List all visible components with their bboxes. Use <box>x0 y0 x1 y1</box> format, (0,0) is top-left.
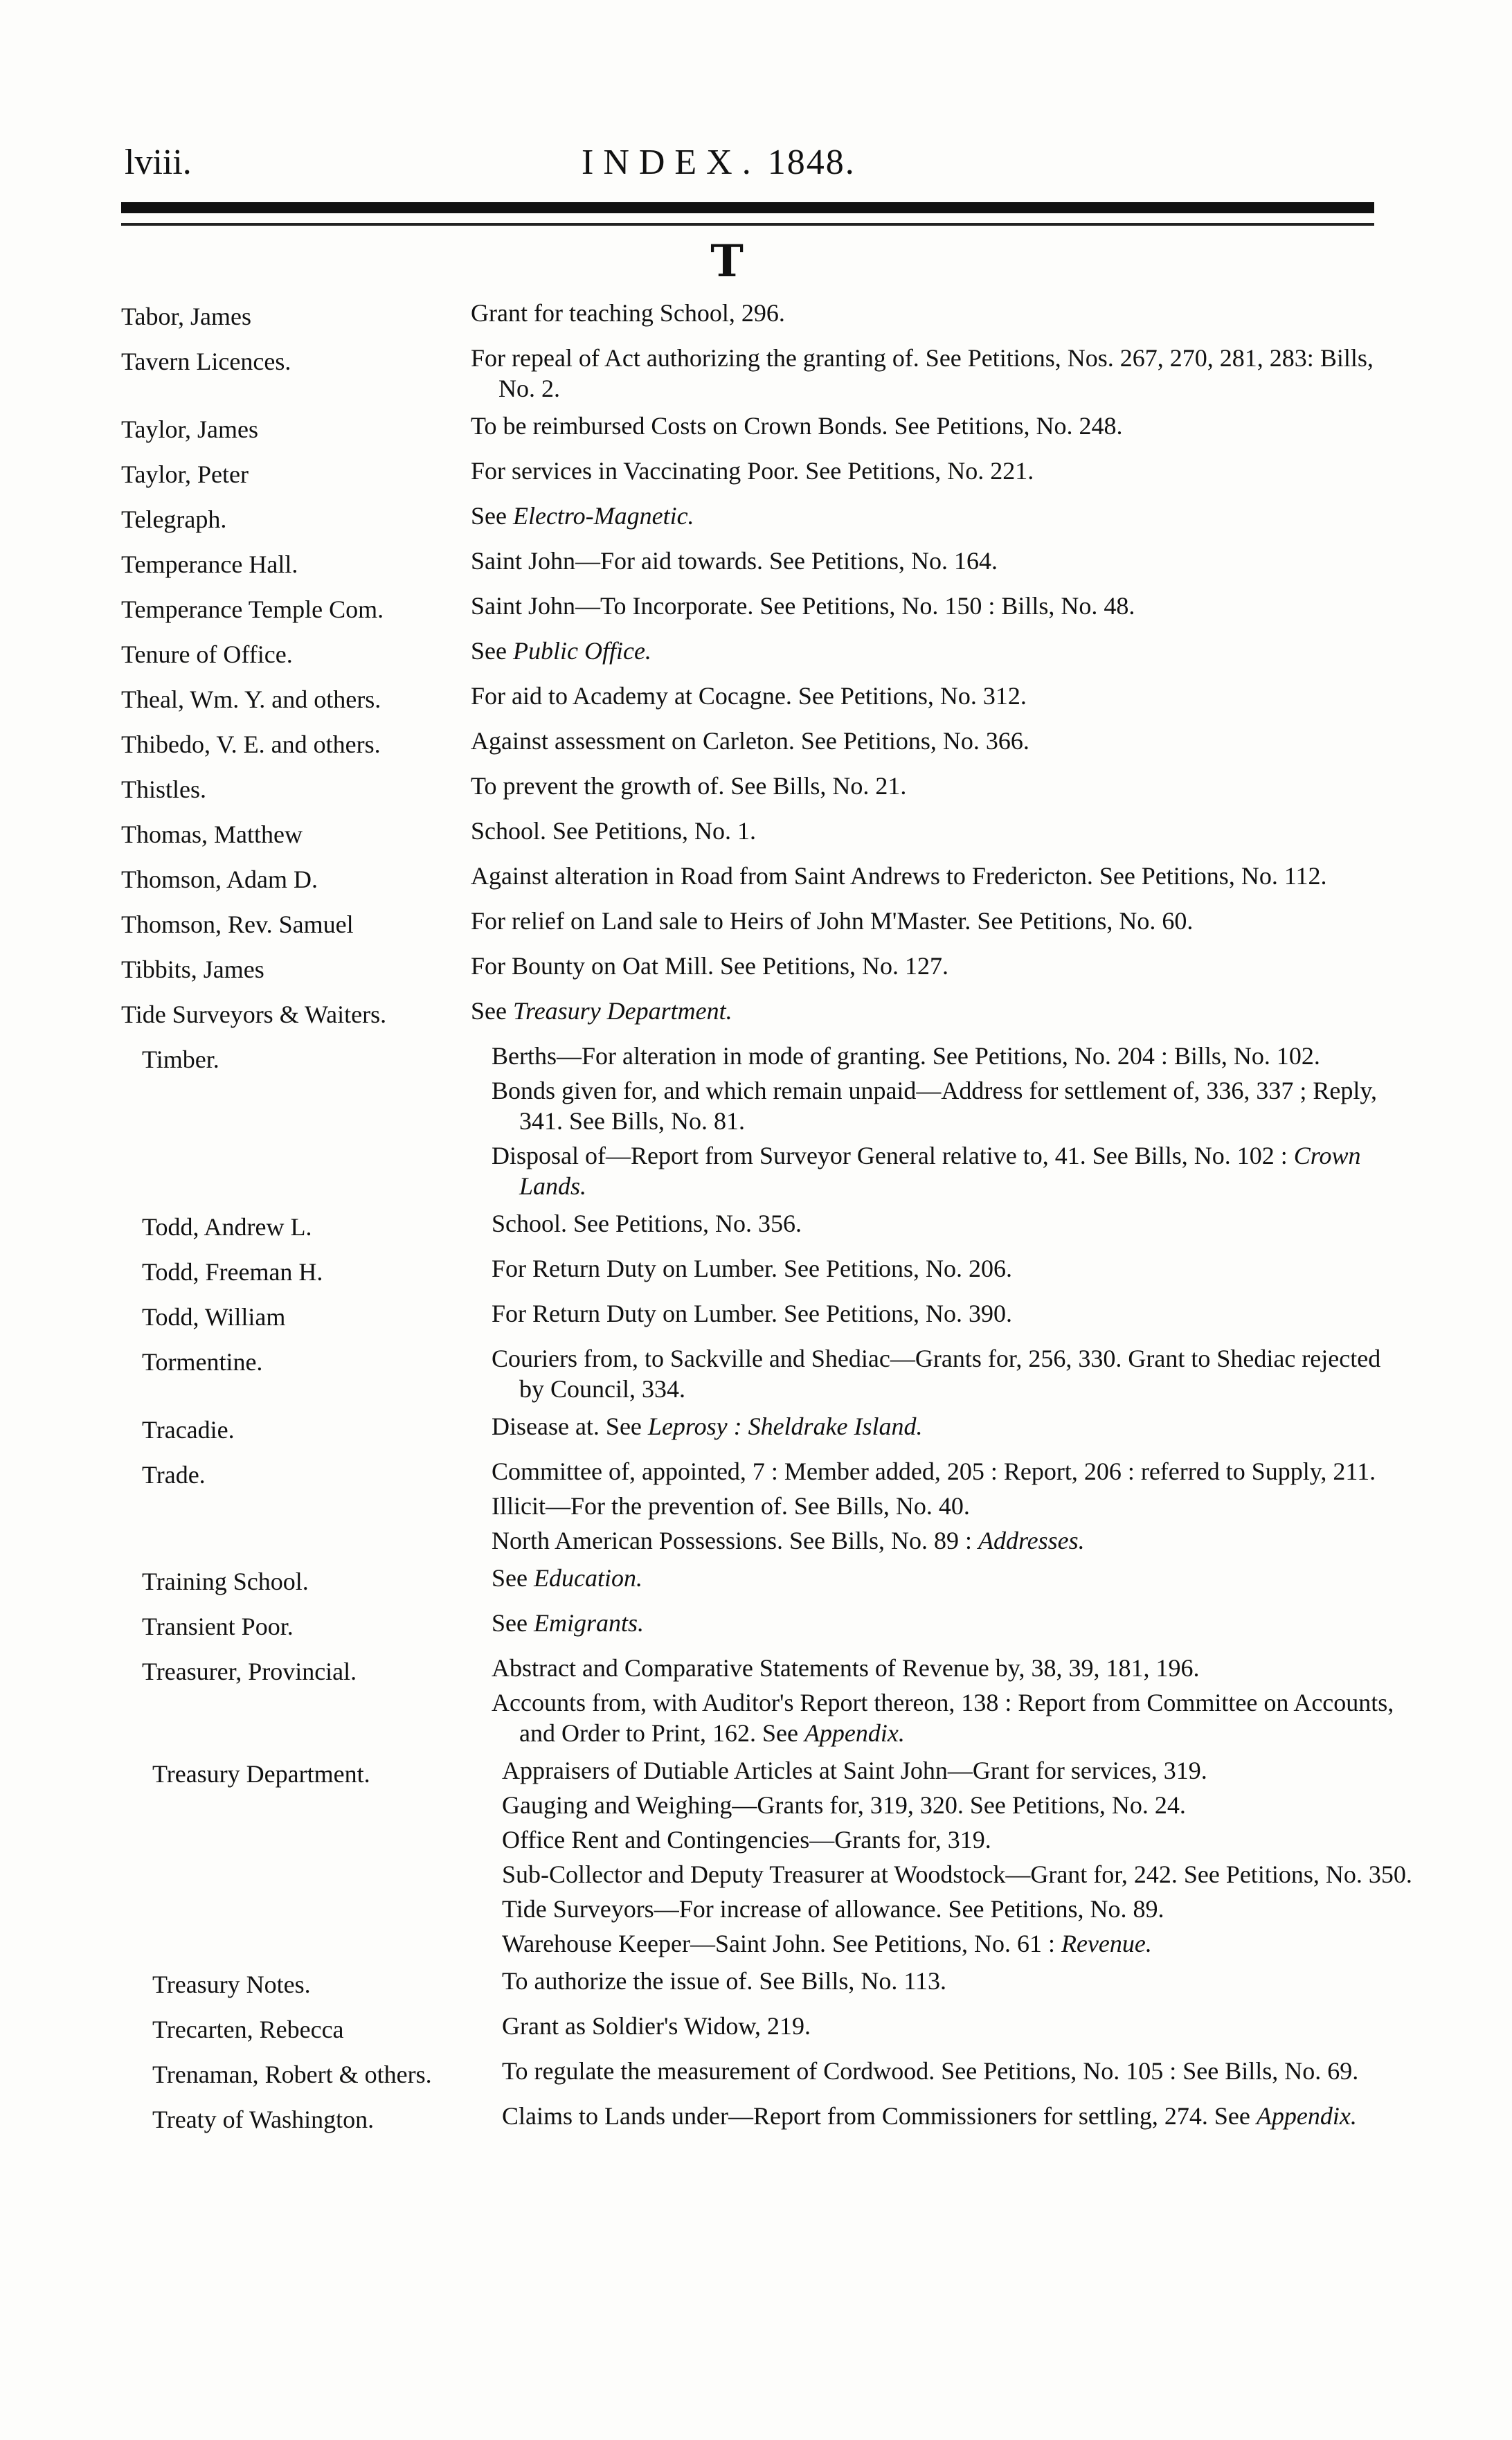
index-entry-transient-poor <box>142 1608 1402 1646</box>
index-entry-tide-surveyors-waiters <box>121 996 1381 1034</box>
index-references <box>471 996 1381 1026</box>
index-term: Timber. <box>142 1046 219 1073</box>
index-reference: North American Possessions. See Bills, No. 89 : Addresses. <box>492 1527 1085 1554</box>
index-reference: Committee of, appointed, 7 : Member added, 205 : Report, 206 : referred to Supply, 211. <box>492 1457 1376 1485</box>
index-term: Trade. <box>142 1461 206 1489</box>
index-reference: See Emigrants. <box>492 1609 644 1637</box>
index-references <box>502 1966 1412 1996</box>
index-reference: Saint John—For aid towards. See Petitions, No. 164. <box>471 547 998 575</box>
index-year: 1848. <box>767 143 856 182</box>
index-term: Thomson, Rev. Samuel <box>121 910 354 938</box>
index-term: Thomas, Matthew <box>121 820 303 848</box>
index-entry-trenaman-robert-others <box>152 2056 1412 2094</box>
index-entry-tavern-licences <box>121 343 1381 404</box>
index-references <box>471 546 1381 576</box>
index-references <box>471 816 1381 846</box>
index-term: Tavern Licences. <box>121 348 291 375</box>
index-reference: School. See Petitions, No. 356. <box>492 1210 802 1237</box>
index-reference: For Bounty on Oat Mill. See Petitions, No. 127. <box>471 952 949 980</box>
index-entry-tenure-of-office <box>121 636 1381 674</box>
index-entry-trecarten-rebecca <box>152 2011 1412 2049</box>
index-reference: For Return Duty on Lumber. See Petitions, No. 206. <box>492 1255 1012 1282</box>
index-term: Tabor, James <box>121 303 251 330</box>
index-reference: Saint John—To Incorporate. See Petitions, No. 150 : Bills, No. 48. <box>471 592 1135 620</box>
index-term: Thibedo, V. E. and others. <box>121 730 381 758</box>
index-reference: For services in Vaccinating Poor. See Petitions, No. 221. <box>471 457 1034 485</box>
index-reference: Warehouse Keeper—Saint John. See Petitions, No. 61 : Revenue. <box>502 1930 1152 1957</box>
index-term: Temperance Temple Com. <box>121 595 384 623</box>
header-rule-thick <box>121 202 1374 213</box>
index-reference: Appraisers of Dutiable Articles at Saint John—Grant for services, 319. <box>502 1757 1207 1784</box>
index-references <box>471 343 1381 404</box>
index-entry-timber <box>142 1041 1402 1201</box>
index-reference: See Public Office. <box>471 637 651 665</box>
index-entry-treasury-notes <box>152 1966 1412 2004</box>
index-references <box>492 1608 1402 1638</box>
running-title <box>582 142 856 183</box>
index-references <box>471 681 1381 711</box>
index-term: Temperance Hall. <box>121 550 298 578</box>
index-term: Training School. <box>142 1568 309 1595</box>
index-references <box>471 951 1381 981</box>
index-term: Tormentine. <box>142 1348 263 1376</box>
index-term: Tibbits, James <box>121 956 264 983</box>
index-entry-telegraph <box>121 501 1381 539</box>
index-entry-treaty-of-washington <box>152 2101 1412 2139</box>
index-reference: Claims to Lands under—Report from Commissioners for settling, 274. See Appendix. <box>502 2102 1357 2130</box>
index-references <box>471 636 1381 666</box>
index-reference: Disposal of—Report from Surveyor General relative to, 41. See Bills, No. 102 : Crown Lands. <box>492 1142 1361 1200</box>
index-entry-theal-wm-y-and-others <box>121 681 1381 719</box>
index-term: Trenaman, Robert & others. <box>152 2061 432 2088</box>
index-references <box>471 906 1381 936</box>
index-references <box>471 501 1381 531</box>
index-reference: See Education. <box>492 1564 642 1592</box>
index-reference: Sub-Collector and Deputy Treasurer at Woodstock—Grant for, 242. See Petitions, No. 350. <box>502 1860 1412 1888</box>
index-entry-treasury-department <box>152 1755 1412 1959</box>
index-reference: To authorize the issue of. See Bills, No. 113. <box>502 1967 947 1995</box>
index-term: Todd, Andrew L. <box>142 1213 312 1241</box>
index-reference: School. See Petitions, No. 1. <box>471 817 756 845</box>
index-entry-tormentine <box>142 1343 1402 1404</box>
header-rule-thin <box>121 223 1374 226</box>
index-entry-tracadie <box>142 1411 1402 1449</box>
index-references <box>471 411 1381 441</box>
index-entry-tabor-james <box>121 298 1381 336</box>
index-reference: Against assessment on Carleton. See Petitions, No. 366. <box>471 727 1029 755</box>
index-term: Tracadie. <box>142 1416 235 1444</box>
index-reference: Grant for teaching School, 296. <box>471 299 785 327</box>
index-reference: Tide Surveyors—For increase of allowance. See Petitions, No. 89. <box>502 1895 1164 1923</box>
index-references <box>502 2056 1412 2086</box>
index-reference: For aid to Academy at Cocagne. See Petitions, No. 312. <box>471 682 1027 710</box>
index-references <box>492 1343 1402 1404</box>
index-entry-training-school <box>142 1563 1402 1601</box>
index-references <box>492 1253 1402 1284</box>
index-reference: Couriers from, to Sackville and Shediac—Grants for, 256, 330. Grant to Shediac rejected by Council, 334. <box>492 1345 1381 1403</box>
index-reference: Grant as Soldier's Widow, 219. <box>502 2012 811 2040</box>
index-term: Todd, William <box>142 1303 286 1331</box>
index-references <box>492 1456 1402 1556</box>
index-term: Trecarten, Rebecca <box>152 2016 344 2043</box>
index-references <box>502 1755 1412 1959</box>
index-references <box>492 1208 1402 1239</box>
index-entry-taylor-james <box>121 411 1381 449</box>
index-reference: To regulate the measurement of Cordwood. See Petitions, No. 105 : See Bills, No. 69. <box>502 2057 1359 2085</box>
index-entry-thomas-matthew <box>121 816 1381 854</box>
index-term: Todd, Freeman H. <box>142 1258 323 1286</box>
index-entry-temperance-hall <box>121 546 1381 584</box>
index-entry-todd-freeman-h <box>142 1253 1402 1291</box>
index-references <box>471 771 1381 801</box>
index-reference: Office Rent and Contingencies—Grants for, 319. <box>502 1826 991 1854</box>
index-references <box>502 2101 1412 2131</box>
index-entry-temperance-temple-com <box>121 591 1381 629</box>
index-entry-treasurer-provincial <box>142 1653 1402 1748</box>
section-letter: T <box>710 235 744 287</box>
index-term: Treasury Department. <box>152 1760 370 1788</box>
index-reference: For Return Duty on Lumber. See Petitions, No. 390. <box>492 1300 1012 1327</box>
index-reference: Disease at. See Leprosy : Sheldrake Island. <box>492 1412 923 1440</box>
index-reference: Accounts from, with Auditor's Report thereon, 138 : Report from Committee on Accounts, and Order to Print, 162. See Appendix. <box>492 1689 1394 1747</box>
index-reference: Berths—For alteration in mode of granting. See Petitions, No. 204 : Bills, No. 102. <box>492 1042 1320 1070</box>
index-term: Treasury Notes. <box>152 1971 311 1998</box>
index-term: Taylor, James <box>121 415 258 443</box>
index-reference: Illicit—For the prevention of. See Bills, No. 40. <box>492 1492 970 1520</box>
index-reference: For repeal of Act authorizing the granting of. See Petitions, Nos. 267, 270, 281, 283: Bills, No. 2. <box>471 344 1374 402</box>
index-references <box>502 2011 1412 2041</box>
index-entry-todd-andrew-l <box>142 1208 1402 1246</box>
index-references <box>471 861 1381 891</box>
index-reference: For relief on Land sale to Heirs of John M'Master. See Petitions, No. 60. <box>471 907 1194 935</box>
index-references <box>492 1298 1402 1329</box>
index-term: Tide Surveyors & Waiters. <box>121 1001 387 1028</box>
index-references <box>492 1653 1402 1748</box>
index-term: Thomson, Adam D. <box>121 865 318 893</box>
index-entry-todd-william <box>142 1298 1402 1336</box>
index-entry-taylor-peter <box>121 456 1381 494</box>
index-references <box>471 456 1381 486</box>
index-entry-trade <box>142 1456 1402 1556</box>
index-references <box>471 591 1381 621</box>
index-term: Tenure of Office. <box>121 640 293 668</box>
index-references <box>492 1411 1402 1442</box>
index-entries <box>121 298 1412 2146</box>
index-entry-thibedo-v-e-and-others <box>121 726 1381 764</box>
index-reference: Abstract and Comparative Statements of Revenue by, 38, 39, 181, 196. <box>492 1654 1200 1682</box>
index-term: Treasurer, Provincial. <box>142 1658 357 1685</box>
page-number: lviii. <box>125 143 192 182</box>
index-term: Treaty of Washington. <box>152 2106 375 2133</box>
index-reference: To be reimbursed Costs on Crown Bonds. See Petitions, No. 248. <box>471 412 1123 440</box>
index-reference: To prevent the growth of. See Bills, No. 21. <box>471 772 907 800</box>
index-entry-thomson-rev-samuel <box>121 906 1381 944</box>
index-term: Theal, Wm. Y. and others. <box>121 685 381 713</box>
index-reference: Gauging and Weighing—Grants for, 319, 320. See Petitions, No. 24. <box>502 1791 1186 1819</box>
index-references <box>492 1563 1402 1593</box>
index-references <box>471 298 1381 328</box>
index-title: INDEX. <box>582 143 761 182</box>
index-entry-thomson-adam-d <box>121 861 1381 899</box>
index-term: Transient Poor. <box>142 1613 294 1640</box>
index-term: Telegraph. <box>121 505 227 533</box>
index-term: Taylor, Peter <box>121 460 249 488</box>
index-entry-tibbits-james <box>121 951 1381 989</box>
index-reference: Against alteration in Road from Saint Andrews to Fredericton. See Petitions, No. 112. <box>471 862 1327 890</box>
index-reference: See Treasury Department. <box>471 997 732 1025</box>
index-references <box>492 1041 1402 1201</box>
index-reference: Bonds given for, and which remain unpaid—Address for settlement of, 336, 337 ; Reply, 341. See Bills, No. 81. <box>492 1077 1377 1135</box>
index-term: Thistles. <box>121 775 206 803</box>
index-references <box>471 726 1381 756</box>
index-reference: See Electro-Magnetic. <box>471 502 694 530</box>
page-header <box>125 142 1371 197</box>
index-entry-thistles <box>121 771 1381 809</box>
